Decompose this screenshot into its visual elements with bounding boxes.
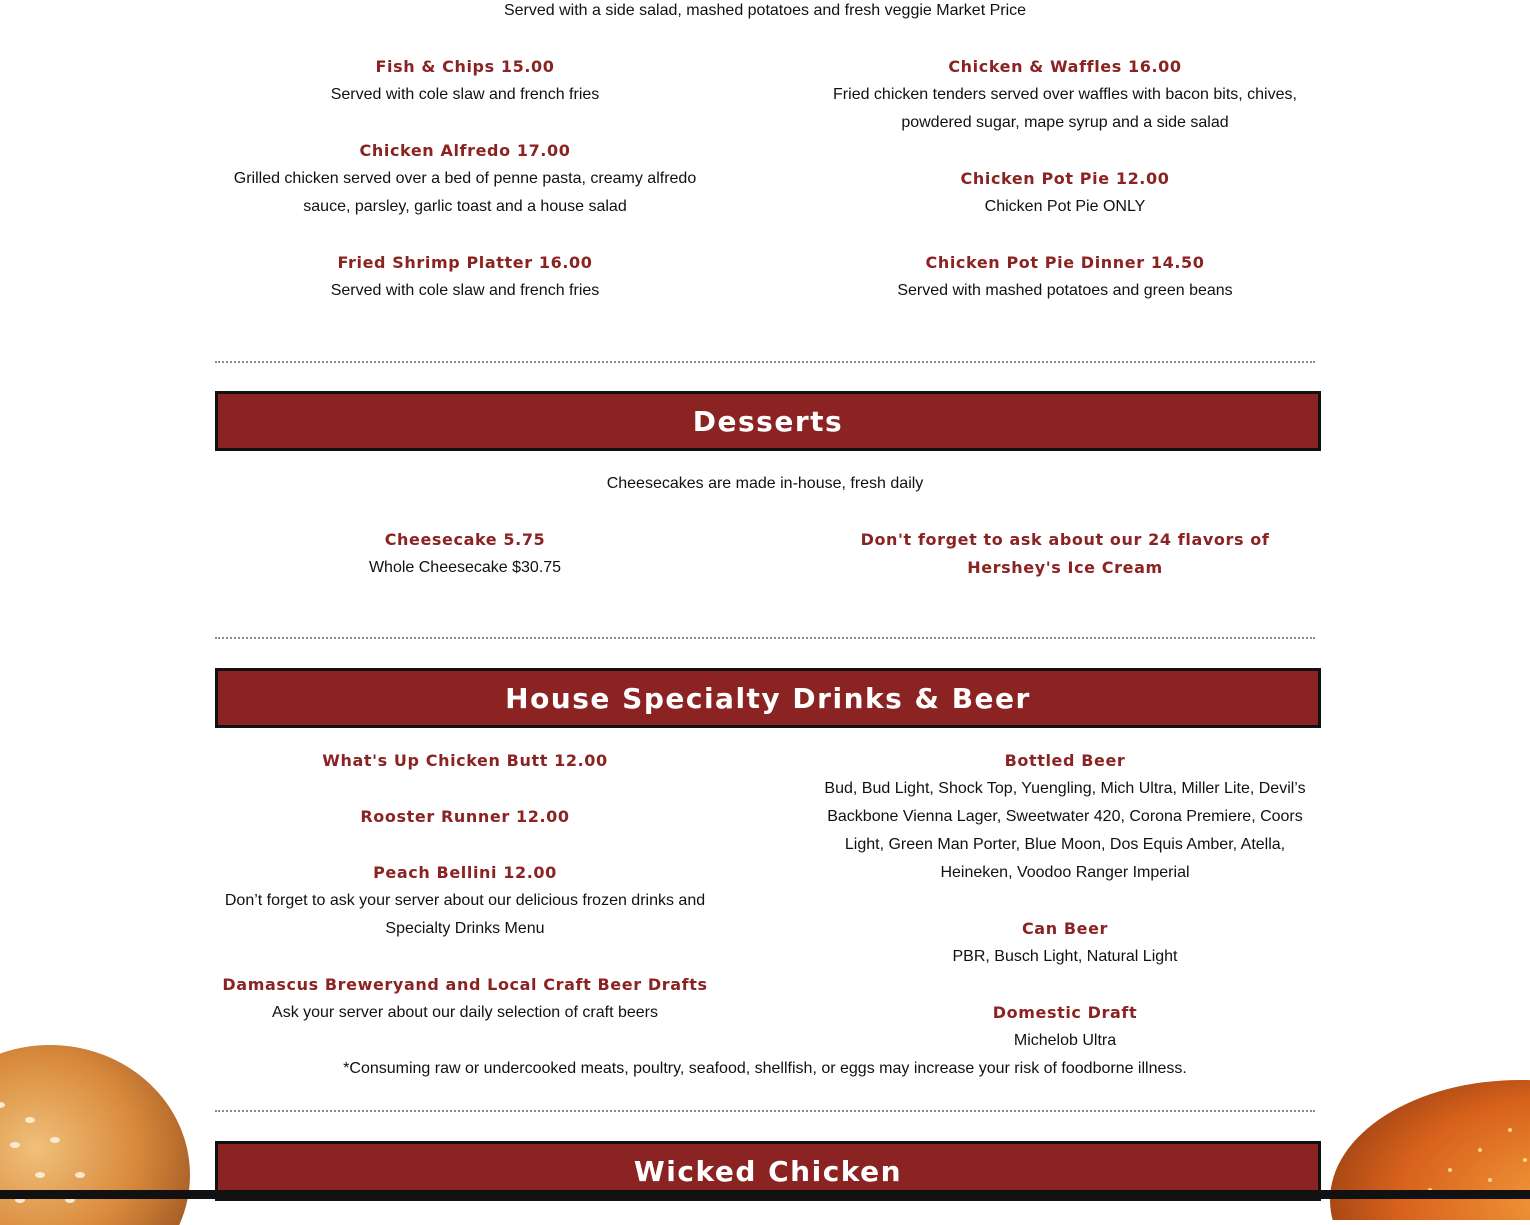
- dessert-intro: Cheesecakes are made in-house, fresh daily: [606, 475, 924, 492]
- bottom-bar: [0, 1190, 1530, 1199]
- dessert-column-left: [215, 526, 715, 582]
- menu-item-desc: Grilled chicken served over a bed of penne pasta, creamy alfredo sauce, parsley, garlic toast and a house salad: [233, 170, 697, 215]
- menu-item-desc: Chicken Pot Pie ONLY: [984, 198, 1146, 215]
- menu-item-title: Chicken Pot Pie 12.00: [960, 169, 1170, 188]
- menu-item-desc: Whole Cheesecake $30.75: [368, 559, 562, 576]
- menu-item-title: Fish & Chips 15.00: [375, 57, 555, 76]
- menu-item-title: Rooster Runner 12.00: [360, 807, 570, 826]
- section-heading: House Specialty Drinks & Beer: [505, 681, 1031, 715]
- menu-item-title: Don't forget to ask about our 24 flavors of Hershey's Ice Cream: [860, 530, 1270, 577]
- menu-item-title: Domestic Draft: [992, 1003, 1138, 1022]
- section-banner-drinks: [215, 668, 1321, 728]
- drinks-column-left: [215, 747, 715, 1027]
- section-heading: Desserts: [692, 404, 844, 438]
- menu-item-title: Can Beer: [1021, 919, 1109, 938]
- menu-item-desc: Ask your server about our daily selection of craft beers: [272, 1004, 658, 1021]
- menu-item-desc: PBR, Busch Light, Natural Light: [952, 948, 1178, 965]
- section-heading: Wicked Chicken: [633, 1154, 903, 1188]
- menu-item-desc: Served with mashed potatoes and green beans: [897, 282, 1233, 299]
- drinks-column-right: [815, 747, 1315, 1055]
- menu-item-title: Chicken Alfredo 17.00: [359, 141, 571, 160]
- foodborne-disclaimer: *Consuming raw or undercooked meats, poultry, seafood, shellfish, or eggs may increase your risk of foodborne illness.: [343, 1060, 1187, 1077]
- menu-item-title: Cheesecake 5.75: [384, 530, 546, 549]
- menu-item-title: Chicken Pot Pie Dinner 14.50: [925, 253, 1205, 272]
- menu-item-title: What's Up Chicken Butt 12.00: [322, 751, 608, 770]
- menu-item-title: Fried Shrimp Platter 16.00: [337, 253, 593, 272]
- menu-item-desc: Michelob Ultra: [1013, 1032, 1117, 1049]
- menu-item-desc: Fried chicken tenders served over waffles with bacon bits, chives, powdered sugar, mape syrup and a side salad: [833, 86, 1297, 131]
- menu-item-title: Bottled Beer: [1004, 751, 1126, 770]
- menu-item-desc: Bud, Bud Light, Shock Top, Yuengling, Mich Ultra, Miller Lite, Devil’s Backbone Vienna Lager, Sweetwater 420, Corona Premiere, Coors Light, Green Man Porter, Blue Moon, Dos Equis Amber, Atella, Heineken, Voodoo Ranger Imperial: [824, 780, 1306, 881]
- section-divider: [215, 1110, 1315, 1112]
- menu-item-title: Peach Bellini 12.00: [373, 863, 557, 882]
- section-banner-desserts: [215, 391, 1321, 451]
- menu-item-desc: Served with cole slaw and french fries: [330, 282, 600, 299]
- market-price-note: Served with a side salad, mashed potatoes and fresh veggie Market Price: [503, 2, 1027, 19]
- entree-column-right: [815, 53, 1315, 305]
- menu-item-desc: Served with cole slaw and french fries: [330, 86, 600, 103]
- section-divider: [215, 361, 1315, 363]
- menu-item-title: Damascus Breweryand and Local Craft Beer Drafts: [222, 975, 708, 994]
- entree-column-left: [215, 53, 715, 305]
- dessert-column-right: [815, 526, 1315, 582]
- menu-item-title: Chicken & Waffles 16.00: [948, 57, 1182, 76]
- menu-item-desc: Don’t forget to ask your server about our delicious frozen drinks and Specialty Drinks Menu: [224, 892, 706, 937]
- section-divider: [215, 637, 1315, 639]
